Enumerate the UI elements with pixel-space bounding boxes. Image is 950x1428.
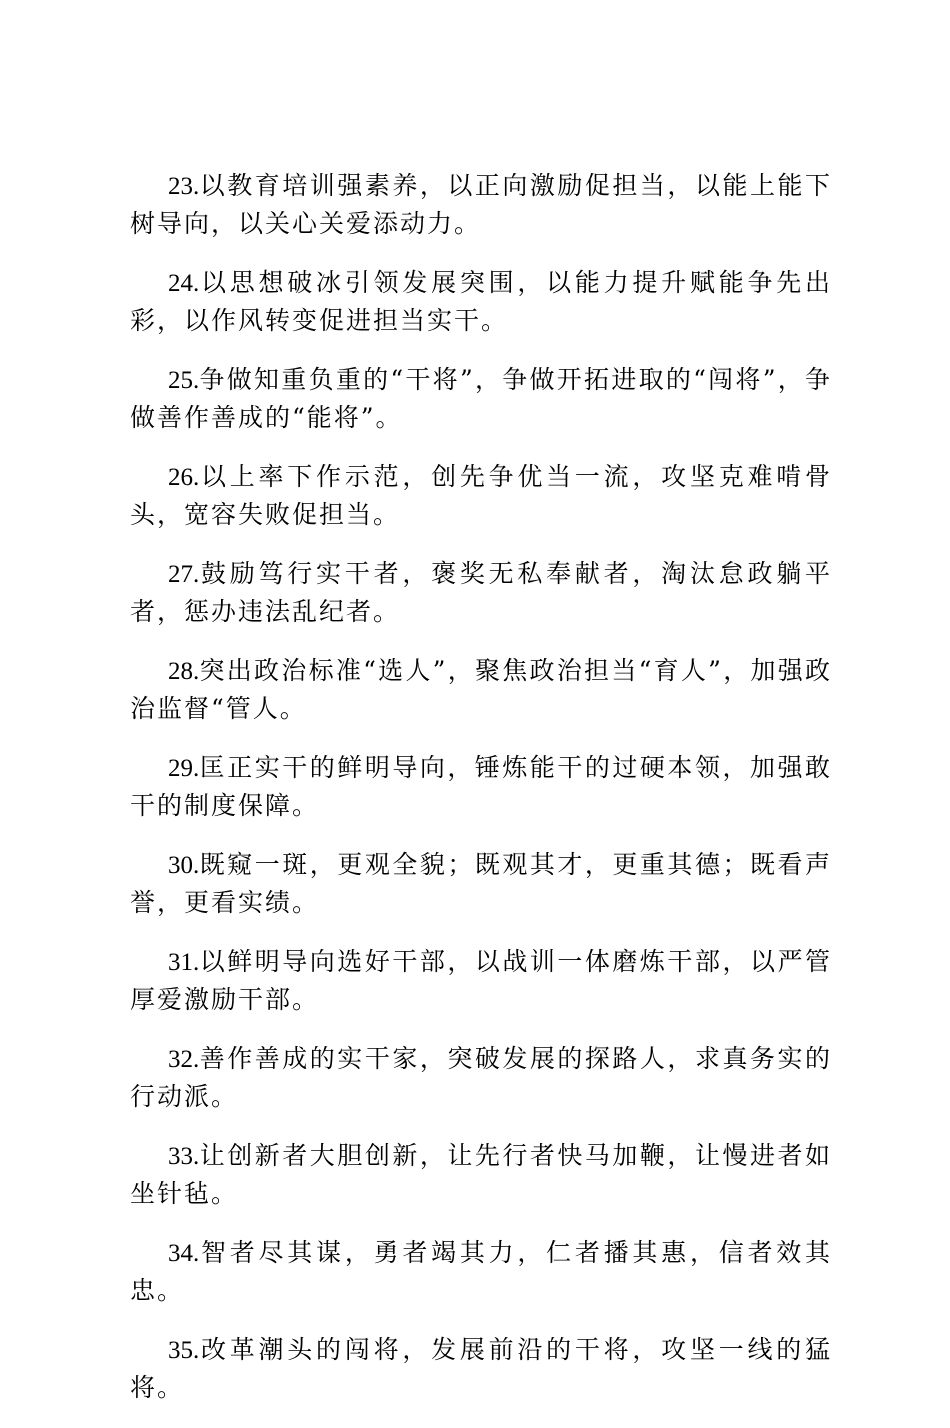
item-number: 31. xyxy=(168,949,200,976)
list-item xyxy=(130,943,832,1018)
item-text: 鼓励笃行实干者，褒奖无私奉献者，淘汰怠政躺平者，惩办违法乱纪者。 xyxy=(130,559,832,626)
item-text: 以教育培训强素养，以正向激励促担当，以能上能下树导向，以关心关爱添动力。 xyxy=(130,171,832,238)
item-text: 以思想破冰引领发展突围，以能力提升赋能争先出彩，以作风转变促进担当实干。 xyxy=(130,268,832,335)
item-number: 23. xyxy=(168,173,200,200)
item-number: 35. xyxy=(168,1337,200,1364)
item-text: 智者尽其谋，勇者竭其力，仁者播其惠，信者效其忠。 xyxy=(130,1238,832,1305)
item-number: 34. xyxy=(168,1240,200,1267)
list-item xyxy=(130,1137,832,1212)
list-item xyxy=(130,652,832,727)
item-text: 善作善成的实干家，突破发展的探路人，求真务实的行动派。 xyxy=(130,1044,832,1111)
list-item xyxy=(130,264,832,339)
item-text: 改革潮头的闯将，发展前沿的干将，攻坚一线的猛将。 xyxy=(130,1335,832,1402)
item-text: 以上率下作示范，创先争优当一流，攻坚克难啃骨头，宽容失败促担当。 xyxy=(130,462,832,529)
item-number: 29. xyxy=(168,755,200,782)
item-number: 24. xyxy=(168,270,200,297)
item-text: 让创新者大胆创新，让先行者快马加鞭，让慢进者如坐针毡。 xyxy=(130,1141,832,1208)
item-number: 26. xyxy=(168,464,200,491)
list-item xyxy=(130,1331,832,1406)
item-text: 突出政治标准“选人”，聚焦政治担当“育人”，加强政治监督“管人。 xyxy=(130,656,832,723)
item-number: 33. xyxy=(168,1143,200,1170)
list-item xyxy=(130,1234,832,1309)
list-item xyxy=(130,1040,832,1115)
item-number: 32. xyxy=(168,1046,200,1073)
list-item xyxy=(130,458,832,533)
list-item xyxy=(130,555,832,630)
item-number: 27. xyxy=(168,561,200,588)
document-body xyxy=(130,167,832,1428)
item-number: 25. xyxy=(168,367,200,394)
item-text: 既窥一斑，更观全貌；既观其才，更重其德；既看声誉，更看实绩。 xyxy=(130,850,832,917)
list-item xyxy=(130,167,832,242)
item-text: 争做知重负重的“干将”，争做开拓进取的“闯将”，争做善作善成的“能将”。 xyxy=(130,365,832,432)
item-text: 以鲜明导向选好干部，以战训一体磨炼干部，以严管厚爱激励干部。 xyxy=(130,947,832,1014)
item-number: 28. xyxy=(168,658,200,685)
item-number: 30. xyxy=(168,852,200,879)
item-text: 匡正实干的鲜明导向，锤炼能干的过硬本领，加强敢干的制度保障。 xyxy=(130,753,832,820)
list-item xyxy=(130,846,832,921)
list-item xyxy=(130,749,832,824)
list-item xyxy=(130,361,832,436)
